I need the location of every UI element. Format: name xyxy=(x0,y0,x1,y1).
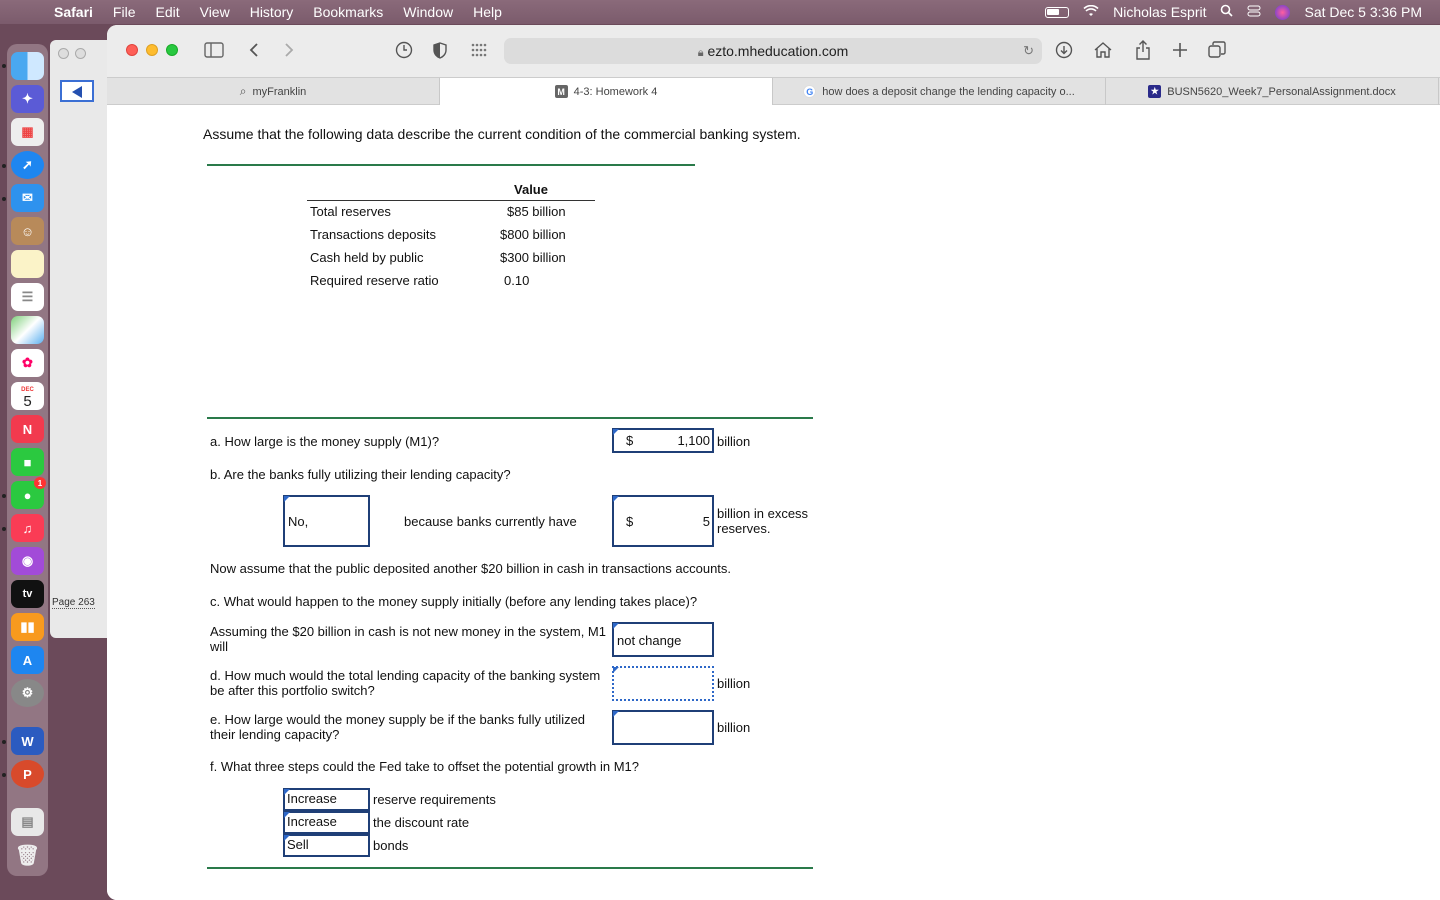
page-content xyxy=(107,105,1440,900)
close-window-button[interactable] xyxy=(126,44,138,56)
row-label: Required reserve ratio xyxy=(310,273,439,288)
question-a: a. How large is the money supply (M1)? xyxy=(210,434,440,449)
row-value: $300 billion xyxy=(500,250,566,265)
control-center-icon[interactable] xyxy=(1247,4,1261,20)
now-assume-text: Now assume that the public deposited another $20 billion in cash in transactions accounts. xyxy=(210,561,732,576)
menu-window[interactable]: Window xyxy=(403,4,454,20)
franklin-star-icon: ★ xyxy=(1148,85,1161,98)
tab-label: BUSN5620_Week7_PersonalAssignment.docx xyxy=(1167,85,1396,98)
system-preferences-icon[interactable]: ⚙ xyxy=(11,679,44,707)
question-c: c. What would happen to the money supply initially (before any lending takes place)? xyxy=(210,594,698,609)
tab-overview-icon[interactable] xyxy=(1208,39,1226,61)
table-row xyxy=(307,223,595,246)
tab-label: myFranklin xyxy=(252,85,307,98)
facetime-icon[interactable]: ■ xyxy=(11,448,44,476)
browser-toolbar xyxy=(107,25,1440,77)
maps-icon[interactable] xyxy=(11,316,44,344)
fed-step-2-dropdown[interactable] xyxy=(283,811,370,834)
app-store-icon[interactable]: A xyxy=(11,646,44,674)
wifi-icon[interactable] xyxy=(1083,4,1099,20)
dropdown-value: Increase xyxy=(287,814,337,829)
photos-icon[interactable]: ✿ xyxy=(11,349,44,377)
music-icon[interactable]: ♫ xyxy=(11,514,44,542)
magnifier-icon: ⌕ xyxy=(239,84,247,98)
user-name[interactable]: Nicholas Esprit xyxy=(1113,4,1207,20)
minimize-window-button[interactable] xyxy=(146,44,158,56)
reload-icon[interactable]: ↻ xyxy=(1023,43,1034,58)
fed-step-1-dropdown[interactable] xyxy=(283,788,370,811)
tab-myfranklin[interactable] xyxy=(107,78,440,105)
menu-safari[interactable]: Safari xyxy=(54,4,93,20)
calendar-month: DEC xyxy=(21,387,34,393)
row-value: $800 billion xyxy=(500,227,566,242)
dropdown-value: No, xyxy=(288,514,309,529)
money-supply-value: 1,100 xyxy=(677,433,710,448)
menu-bookmarks[interactable]: Bookmarks xyxy=(313,4,384,20)
back-nav-icon[interactable] xyxy=(249,39,259,61)
fed-step-3-text: bonds xyxy=(373,838,409,853)
question-e: e. How large would the money supply be if the banks fully utilized their lending capacity? xyxy=(210,712,586,742)
notes-icon[interactable] xyxy=(11,250,44,278)
dock xyxy=(7,44,48,876)
excess-reserves-answer-box[interactable] xyxy=(612,495,714,547)
tab-label: 4-3: Homework 4 xyxy=(573,85,658,98)
fed-step-3-dropdown[interactable] xyxy=(283,834,370,857)
menu-bar xyxy=(0,0,1440,24)
bottom-divider xyxy=(207,867,813,869)
row-label: Transactions deposits xyxy=(310,227,436,242)
excess-reserves-unit: billion in excess reserves. xyxy=(717,506,809,536)
siri-icon[interactable] xyxy=(1275,5,1290,20)
table-header-value: Value xyxy=(467,180,595,200)
section-divider xyxy=(207,417,813,419)
calendar-day: 5 xyxy=(23,393,32,410)
because-text: because banks currently have xyxy=(404,514,577,529)
launchpad-grid-icon[interactable]: ▦ xyxy=(11,118,44,146)
spotlight-search-icon[interactable] xyxy=(1220,4,1233,20)
menu-history[interactable]: History xyxy=(249,4,294,20)
menu-view[interactable]: View xyxy=(199,4,230,20)
fed-step-2-text: the discount rate xyxy=(373,815,470,830)
background-window-controls xyxy=(58,48,86,59)
extensions-grid-icon[interactable] xyxy=(470,39,488,61)
menu-help[interactable]: Help xyxy=(473,4,502,20)
tab-word-doc[interactable] xyxy=(1106,78,1439,105)
unit-label: billion xyxy=(717,676,751,691)
table-row xyxy=(307,200,595,223)
tab-label: how does a deposit change the lending capacity o... xyxy=(822,85,1075,98)
apple-tv-label: tv xyxy=(22,588,33,600)
tab-bar xyxy=(107,77,1440,105)
powerpoint-icon[interactable] xyxy=(11,760,44,788)
question-f: f. What three steps could the Fed take to offset the potential growth in M1? xyxy=(210,759,640,774)
safari-window xyxy=(107,25,1440,900)
trash-icon[interactable]: 🗑 xyxy=(14,844,41,867)
word-label: W xyxy=(21,733,34,749)
new-tab-plus-icon[interactable] xyxy=(1172,39,1188,61)
dropdown-value: Sell xyxy=(287,837,309,852)
messages-badge: 1 xyxy=(34,477,46,489)
sidebar-icon[interactable] xyxy=(204,39,224,61)
forward-nav-icon[interactable] xyxy=(284,39,294,61)
dropdown-value: not change xyxy=(617,633,682,648)
mcgraw-hill-icon: M xyxy=(555,85,568,98)
contacts-icon[interactable]: ☺ xyxy=(11,217,44,245)
tab-homework[interactable] xyxy=(440,78,773,105)
downloads-folder-icon[interactable]: ▤ xyxy=(11,808,44,836)
page-label[interactable]: Page 263 xyxy=(52,597,95,608)
calendar-icon[interactable] xyxy=(11,382,44,410)
utilizing-capacity-dropdown[interactable] xyxy=(283,495,370,547)
apple-tv-icon[interactable] xyxy=(11,580,44,608)
unit-label: billion xyxy=(717,434,751,449)
currency-symbol: $ xyxy=(626,513,634,529)
finder-icon[interactable] xyxy=(11,52,44,80)
unit-label: billion xyxy=(717,720,751,735)
potential-money-supply-input[interactable] xyxy=(612,710,714,745)
address-bar[interactable] xyxy=(504,38,1042,64)
books-icon[interactable]: ▮▮ xyxy=(11,613,44,641)
money-supply-change-dropdown[interactable] xyxy=(612,622,714,657)
word-icon[interactable] xyxy=(11,727,44,755)
download-icon[interactable] xyxy=(1055,39,1073,61)
intro-text: Assume that the following data describe the current condition of the commercial banking system. xyxy=(203,126,801,142)
battery-icon[interactable] xyxy=(1045,7,1069,18)
safari-icon[interactable]: ➚ xyxy=(11,151,44,179)
launchpad-rocket-icon[interactable]: ✦ xyxy=(11,85,44,113)
menu-edit[interactable]: Edit xyxy=(155,4,180,20)
c-prompt: Assuming the $20 billion in cash is not new money in the system, M1 will xyxy=(210,624,606,654)
powerpoint-label: P xyxy=(23,766,32,782)
banking-data-table xyxy=(307,180,595,292)
history-clock-icon[interactable] xyxy=(395,39,413,61)
table-row xyxy=(307,269,595,292)
row-value: 0.10 xyxy=(504,273,530,288)
messages-icon[interactable]: ● 1 xyxy=(11,481,44,509)
news-icon[interactable]: N xyxy=(11,415,44,443)
table-header-label xyxy=(307,180,467,200)
money-supply-answer-box[interactable] xyxy=(612,428,714,453)
home-icon[interactable] xyxy=(1093,39,1113,61)
menu-file[interactable]: File xyxy=(112,4,136,20)
fed-step-1-text: reserve requirements xyxy=(373,792,496,807)
row-label: Total reserves xyxy=(310,204,391,220)
reminders-icon[interactable]: ☰ xyxy=(11,283,44,311)
question-b: b. Are the banks fully utilizing their lending capacity? xyxy=(210,467,511,482)
clock-datetime[interactable]: Sat Dec 5 3:36 PM xyxy=(1304,4,1422,20)
excess-reserves-value: 5 xyxy=(702,513,710,529)
row-value: $85 billion xyxy=(507,204,566,220)
dropdown-value: Increase xyxy=(287,791,337,806)
back-arrow-icon[interactable] xyxy=(60,80,94,102)
tab-google-search[interactable] xyxy=(773,78,1106,105)
row-label: Cash held by public xyxy=(310,250,424,265)
lending-capacity-input[interactable] xyxy=(612,666,714,701)
google-icon: G xyxy=(803,85,816,98)
lock-icon: 🔒︎ xyxy=(697,47,704,59)
top-divider xyxy=(207,164,695,166)
url-text: ezto.mheducation.com xyxy=(707,43,849,59)
question-d: d. How much would the total lending capacity of the banking system be after this portfolio switch? xyxy=(210,668,601,698)
currency-symbol: $ xyxy=(626,433,634,448)
share-icon[interactable] xyxy=(1135,39,1151,61)
table-row xyxy=(307,246,595,269)
podcasts-icon[interactable]: ◉ xyxy=(11,547,44,575)
privacy-shield-icon[interactable] xyxy=(433,39,447,61)
mail-icon[interactable]: ✉ xyxy=(11,184,44,212)
zoom-window-button[interactable] xyxy=(166,44,178,56)
